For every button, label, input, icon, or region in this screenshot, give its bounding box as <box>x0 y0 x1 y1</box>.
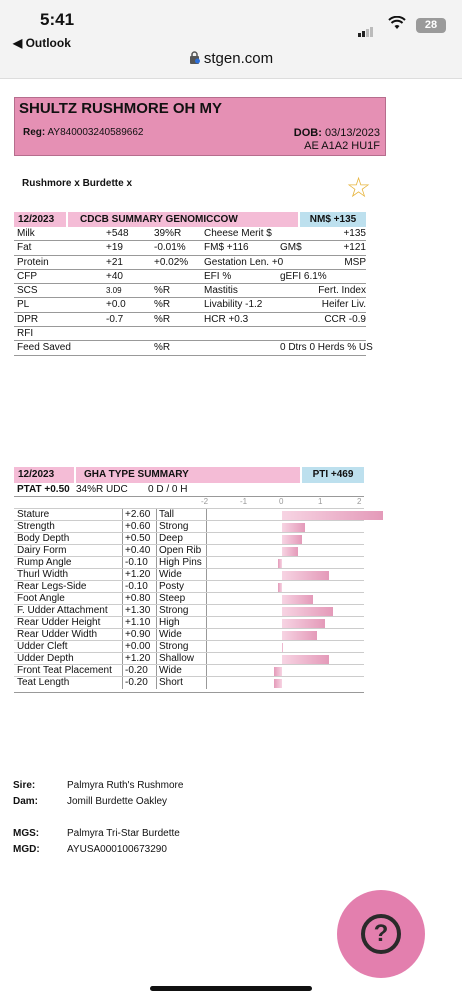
cdcb-row <box>14 241 366 255</box>
scale-tick-label: 0 <box>279 497 284 506</box>
dam-name: Jomill Burdette Oakley <box>67 796 168 807</box>
trait-name: Rear Udder Width <box>17 629 98 640</box>
cdcb-row <box>14 256 366 270</box>
cdcb-header <box>14 212 366 227</box>
cdcb-cell-a: Protein <box>17 256 49 268</box>
address-bar[interactable] <box>0 50 462 67</box>
trait-row <box>14 664 364 676</box>
cdcb-cell-b: -0.7 <box>106 313 124 325</box>
trait-value: +0.40 <box>125 545 151 556</box>
trait-name: Front Teat Placement <box>17 665 112 676</box>
cdcb-cell-f: +121 <box>343 242 366 254</box>
scale-tick-label: 2 <box>357 497 362 506</box>
trait-name: Udder Depth <box>17 653 74 664</box>
cdcb-cell-a: Fat <box>17 242 32 254</box>
trait-row <box>14 640 364 652</box>
trait-desc: Strong <box>159 641 189 652</box>
trait-bar <box>274 679 282 688</box>
trait-desc: High <box>159 617 180 628</box>
cdcb-cell-c: %R <box>154 313 171 325</box>
trait-name: Strength <box>17 521 55 532</box>
trait-value: +0.90 <box>125 629 151 640</box>
trait-bar <box>282 631 317 640</box>
trait-name: Teat Length <box>17 677 70 688</box>
scale-tick-label: -1 <box>240 497 248 506</box>
trait-name: Thurl Width <box>17 569 69 580</box>
trait-name: Foot Angle <box>17 593 65 604</box>
gha-bottom-border <box>14 692 364 693</box>
trait-desc: Strong <box>159 605 189 616</box>
ptat-value: PTAT +0.50 <box>17 484 70 495</box>
cdcb-title: CDCB SUMMARY GENOMICCOW <box>68 212 298 227</box>
trait-row <box>14 508 364 520</box>
cdcb-cell-a: RFI <box>17 328 34 340</box>
gha-header <box>14 467 364 483</box>
trait-row <box>14 532 364 544</box>
trait-row <box>14 568 364 580</box>
trait-value: +0.50 <box>125 533 151 544</box>
cdcb-summary <box>14 212 373 356</box>
column-divider <box>122 677 123 689</box>
trait-desc: Open Rib <box>159 545 202 556</box>
trait-value: +0.80 <box>125 593 151 604</box>
back-to-outlook-link[interactable]: ◀ Outlook <box>13 36 71 50</box>
trait-row <box>14 544 364 556</box>
trait-row <box>14 556 364 568</box>
cdcb-row <box>14 327 366 341</box>
trait-desc: Wide <box>159 569 182 580</box>
trait-name: Dairy Form <box>17 545 67 556</box>
trait-value: +1.30 <box>125 605 151 616</box>
trait-value: +1.20 <box>125 653 151 664</box>
pti-value: PTI +469 <box>302 467 364 483</box>
trait-row <box>14 592 364 604</box>
trait-value: -0.10 <box>125 557 148 568</box>
trait-desc: Shallow <box>159 653 195 664</box>
trait-bar <box>282 643 283 652</box>
animal-header <box>14 97 386 156</box>
signal-icon <box>358 19 374 37</box>
question-mark-icon: ? <box>361 914 401 954</box>
trait-desc: Deep <box>159 533 183 544</box>
column-divider <box>156 677 157 689</box>
birth-date: DOB: 03/13/2023 AE A1A2 HU1F <box>293 127 380 152</box>
gha-date: 12/2023 <box>14 467 74 483</box>
trait-desc: Wide <box>159 629 182 640</box>
trait-bar <box>282 535 302 544</box>
cdcb-row <box>14 298 366 312</box>
trait-scale <box>14 497 364 508</box>
cdcb-cell-c: 39%R <box>154 228 182 239</box>
scale-tick-label: -2 <box>201 497 209 506</box>
cdcb-date: 12/2023 <box>14 212 66 227</box>
cdcb-cell-b: 3.09 <box>106 286 122 296</box>
cdcb-row <box>14 284 366 298</box>
cdcb-cell-d: Gestation Len. +0 <box>204 256 284 268</box>
cdcb-cell-b: +40 <box>106 270 123 282</box>
trait-name: Udder Cleft <box>17 641 68 652</box>
registration: Reg: AY840003240589662 <box>23 127 144 138</box>
cdcb-cell-d: FM$ +116 <box>204 242 249 254</box>
trait-name: Rear Legs-Side <box>17 581 87 592</box>
cdcb-cell-a: CFP <box>17 270 37 282</box>
cdcb-row <box>14 341 373 355</box>
cdcb-cell-b: +548 <box>106 228 129 239</box>
cdcb-cell-a: SCS <box>17 285 38 297</box>
url-text: stgen.com <box>203 50 274 67</box>
clock: 5:41 <box>40 10 75 29</box>
gha-title: GHA TYPE SUMMARY <box>76 467 300 483</box>
cdcb-cell-d: Cheese Merit $ <box>204 228 272 239</box>
nm-dollar: NM$ +135 <box>300 212 366 227</box>
mgs-name: Palmyra Tri-Star Burdette <box>67 828 180 839</box>
wifi-icon <box>388 16 406 35</box>
trait-bar <box>282 607 333 616</box>
trait-bar <box>282 547 298 556</box>
cdcb-cell-c: %R <box>154 285 171 297</box>
cdcb-row <box>14 227 366 241</box>
trait-name: Rear Udder Height <box>17 617 101 628</box>
trait-value: -0.10 <box>125 581 148 592</box>
toolbar-divider <box>0 78 462 79</box>
cdcb-cell-d: Livability -1.2 <box>204 299 263 311</box>
animal-name: SHULTZ RUSHMORE OH MY <box>19 100 223 117</box>
trait-bar <box>282 523 305 532</box>
trait-desc: High Pins <box>159 557 202 568</box>
trait-row <box>14 676 364 688</box>
cdcb-cell-c: %R <box>154 299 171 311</box>
genetic-codes: AE A1A2 HU1F <box>304 140 380 152</box>
mgd-row: MGD: AYUSA000100673290 <box>13 844 167 855</box>
trait-value: +1.10 <box>125 617 151 628</box>
battery-icon: 28 <box>416 18 446 33</box>
dam-row: Dam: Jomill Burdette Oakley <box>13 796 168 807</box>
trait-bar <box>282 595 313 604</box>
trait-name: Stature <box>17 509 50 520</box>
cdcb-cell-f: +135 <box>343 228 366 239</box>
status-bar <box>0 0 462 78</box>
parents-line: Rushmore x Burdette x <box>22 178 133 189</box>
mgd-name: AYUSA000100673290 <box>67 844 167 855</box>
trait-desc: Short <box>159 677 183 688</box>
cdcb-cell-d: EFI % <box>204 270 232 282</box>
trait-row <box>14 616 364 628</box>
trait-value: +0.60 <box>125 521 151 532</box>
mgs-row: MGS: Palmyra Tri-Star Burdette <box>13 828 180 839</box>
star-favorite-icon[interactable]: ☆ <box>346 172 372 203</box>
trait-bar <box>282 619 325 628</box>
cdcb-cell-a: DPR <box>17 313 39 325</box>
trait-row <box>14 604 364 616</box>
trait-value: -0.20 <box>125 665 148 676</box>
cdcb-row <box>14 313 366 327</box>
ptat-row <box>14 483 364 497</box>
cdcb-cell-d: HCR +0.3 <box>204 313 249 325</box>
trait-name: F. Udder Attachment <box>17 605 108 616</box>
trait-value: +1.20 <box>125 569 151 580</box>
trait-value: +0.00 <box>125 641 151 652</box>
trait-desc: Strong <box>159 521 189 532</box>
trait-row <box>14 580 364 592</box>
cdcb-cell-b: +19 <box>106 242 123 254</box>
cdcb-cell-a: PL <box>17 299 30 311</box>
trait-desc: Posty <box>159 581 185 592</box>
trait-bar <box>282 511 383 520</box>
cdcb-cell-e: GM$ <box>280 242 302 254</box>
sire-row: Sire: Palmyra Ruth's Rushmore <box>13 780 184 791</box>
cdcb-cell-f: Fert. Index <box>318 285 366 297</box>
cdcb-cell-c: +0.02% <box>154 256 189 268</box>
cdcb-cell-a: Feed Saved <box>17 342 71 354</box>
ptat-daughters-herds: 0 D / 0 H <box>148 484 188 495</box>
cdcb-cell-f: CCR -0.9 <box>324 313 366 325</box>
cdcb-cell-b: +21 <box>106 256 123 268</box>
cdcb-cell-c: %R <box>154 342 171 354</box>
trait-desc: Steep <box>159 593 186 604</box>
help-button[interactable] <box>337 890 425 978</box>
scale-tick-label: 1 <box>318 497 323 506</box>
trait-bar <box>274 667 282 676</box>
cdcb-row <box>14 270 366 284</box>
sire-name: Palmyra Ruth's Rushmore <box>67 780 184 791</box>
lock-icon <box>189 51 200 64</box>
cdcb-cell-b: +0.0 <box>106 299 126 311</box>
trait-value: +2.60 <box>125 509 151 520</box>
ptat-reliability: 34%R UDC <box>76 484 128 495</box>
cdcb-cell-f: MSP <box>344 256 366 268</box>
trait-desc: Wide <box>159 665 182 676</box>
cdcb-cell-a: Milk <box>17 228 35 239</box>
home-indicator[interactable] <box>150 986 312 991</box>
trait-bar <box>278 559 282 568</box>
cdcb-cell-c: -0.01% <box>154 242 186 254</box>
trait-row <box>14 628 364 640</box>
column-divider <box>206 677 207 689</box>
trait-name: Rump Angle <box>17 557 72 568</box>
trait-row <box>14 520 364 532</box>
trait-bar <box>282 655 329 664</box>
gha-type-summary <box>14 467 364 688</box>
trait-row <box>14 652 364 664</box>
trait-bar <box>278 583 282 592</box>
trait-value: -0.20 <box>125 677 148 688</box>
cdcb-cell-e: 0 Dtrs 0 Herds % US <box>280 342 373 354</box>
cdcb-cell-e: gEFI 6.1% <box>280 270 327 282</box>
trait-name: Body Depth <box>17 533 70 544</box>
cdcb-cell-f: Heifer Liv. <box>321 299 366 311</box>
trait-desc: Tall <box>159 509 175 520</box>
trait-bar <box>282 571 329 580</box>
cdcb-cell-d: Mastitis <box>204 285 238 297</box>
